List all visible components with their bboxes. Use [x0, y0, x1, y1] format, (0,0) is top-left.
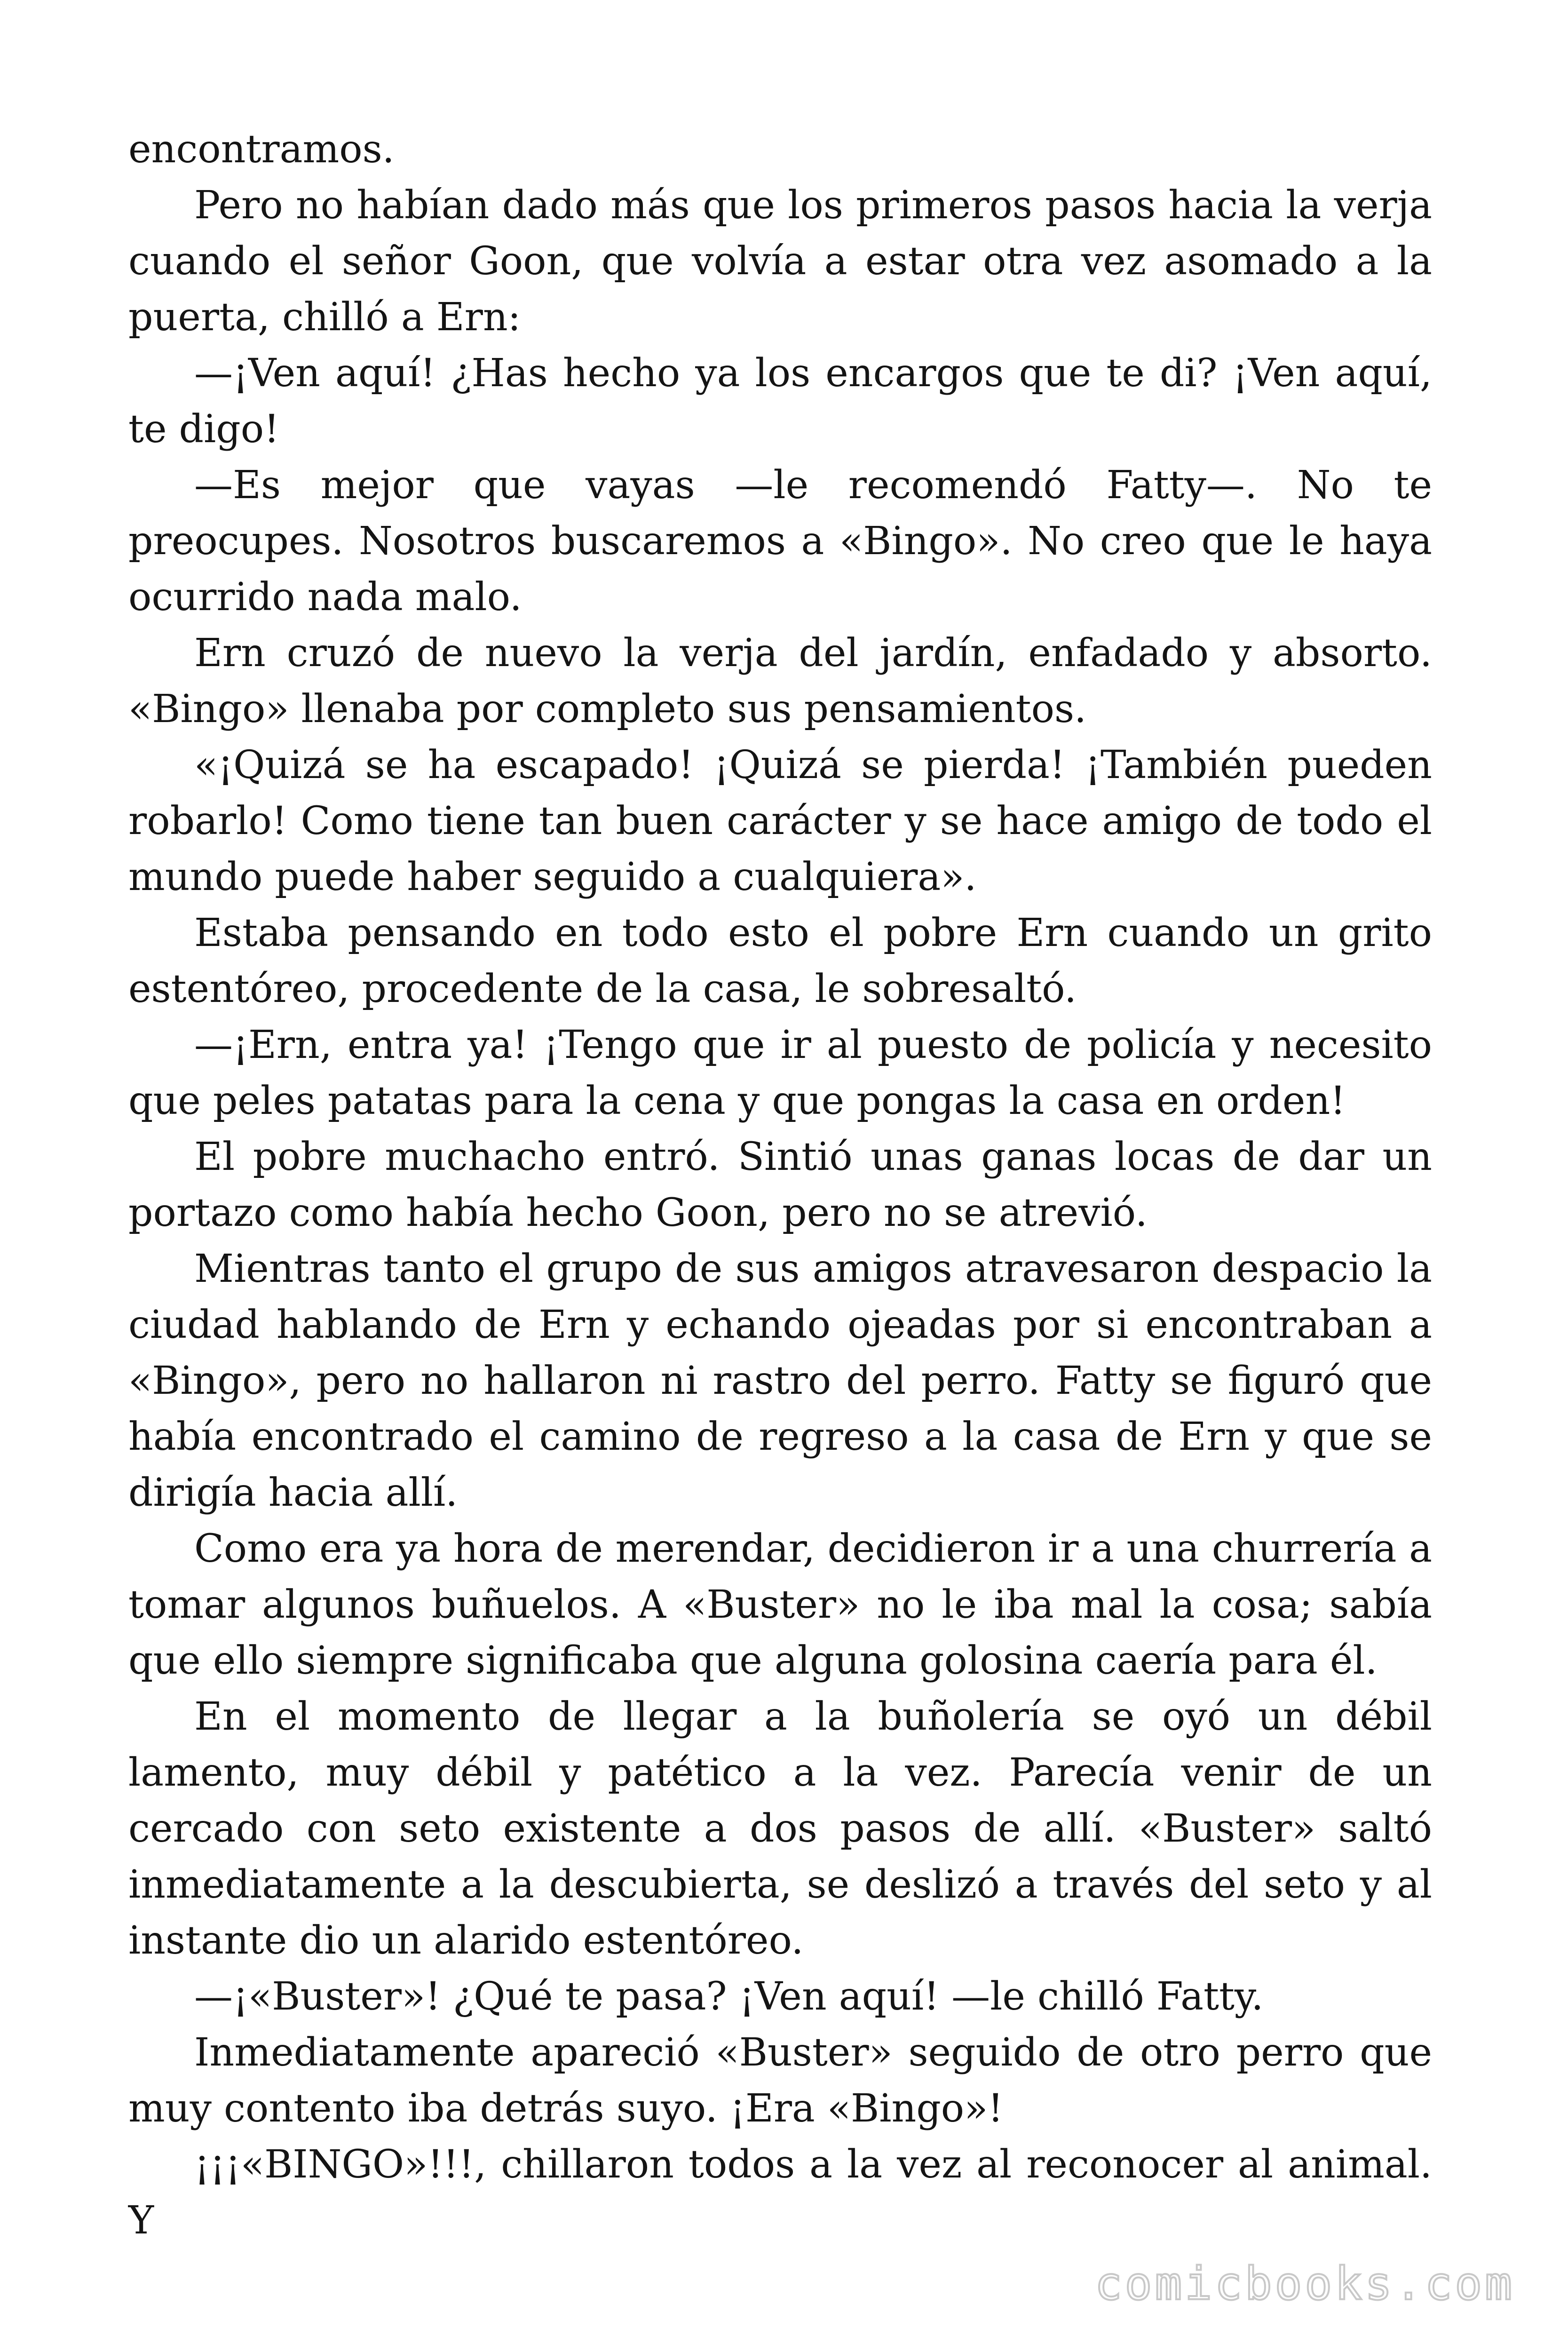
paragraph: El pobre muchacho entró. Sintió unas ganas locas de dar un portazo como había hecho Goon, pero no se atrevió.: [128, 1135, 1432, 1235]
paragraph: —¡Ern, entra ya! ¡Tengo que ir al puesto de policía y necesito que peles patatas para la cena y que pongas la casa en orden!: [128, 1023, 1432, 1123]
paragraph: Ern cruzó de nuevo la verja del jardín, enfadado y absorto. «Bingo» llenaba por completo sus pensamientos.: [128, 631, 1432, 731]
watermark-logo: comicbooks.com: [1094, 2257, 1515, 2310]
paragraph: —¡«Buster»! ¿Qué te pasa? ¡Ven aquí! —le chilló Fatty.: [194, 1974, 1264, 2019]
paragraph: Pero no habían dado más que los primeros pasos hacia la verja cuando el señor Goon, que volvía a estar otra vez asomado a la puerta, chilló a Ern:: [128, 183, 1432, 340]
paragraph: —Es mejor que vayas —le recomendó Fatty—. No te preocupes. Nosotros buscaremos a «Bingo». No creo que le haya ocurrido nada malo.: [128, 463, 1432, 620]
paragraph: —¡Ven aquí! ¿Has hecho ya los encargos que te di? ¡Ven aquí, te digo!: [128, 351, 1432, 452]
paragraph: En el momento de llegar a la buñolería se oyó un débil lamento, muy débil y patético a la vez. Parecía venir de un cercado con seto existente a dos pasos de allí. «Buster» saltó inmediatamente a la descubierta, se deslizó a través del seto y al instante dio un alarido estentóreo.: [128, 1694, 1432, 1963]
paragraph: Mientras tanto el grupo de sus amigos atravesaron despacio la ciudad hablando de Ern y echando ojeadas por si encontraban a «Bingo», pero no hallaron ni rastro del perro. Fatty se figuró que había encontrado el camino de regreso a la casa de Ern y que se dirigía hacia allí.: [128, 1247, 1432, 1515]
page-text: [128, 121, 1432, 2249]
paragraph: «¡Quizá se ha escapado! ¡Quizá se pierda! ¡También pueden robarlo! Como tiene tan buen carácter y se hace amigo de todo el mundo puede haber seguido a cualquiera».: [128, 743, 1432, 899]
paragraph: Como era ya hora de merendar, decidieron ir a una churrería a tomar algunos buñuelos. A «Buster» no le iba mal la cosa; sabía que ello siempre significaba que alguna golosina caería para él.: [128, 1526, 1432, 1683]
paragraph: Inmediatamente apareció «Buster» seguido de otro perro que muy contento iba detrás suyo. ¡Era «Bingo»!: [128, 2030, 1432, 2131]
paragraph: encontramos.: [128, 127, 395, 172]
paragraph: Estaba pensando en todo esto el pobre Ern cuando un grito estentóreo, procedente de la casa, le sobresaltó.: [128, 911, 1432, 1011]
paragraph: ¡¡¡«BINGO»!!!, chillaron todos a la vez al reconocer al animal. Y: [128, 2142, 1432, 2243]
